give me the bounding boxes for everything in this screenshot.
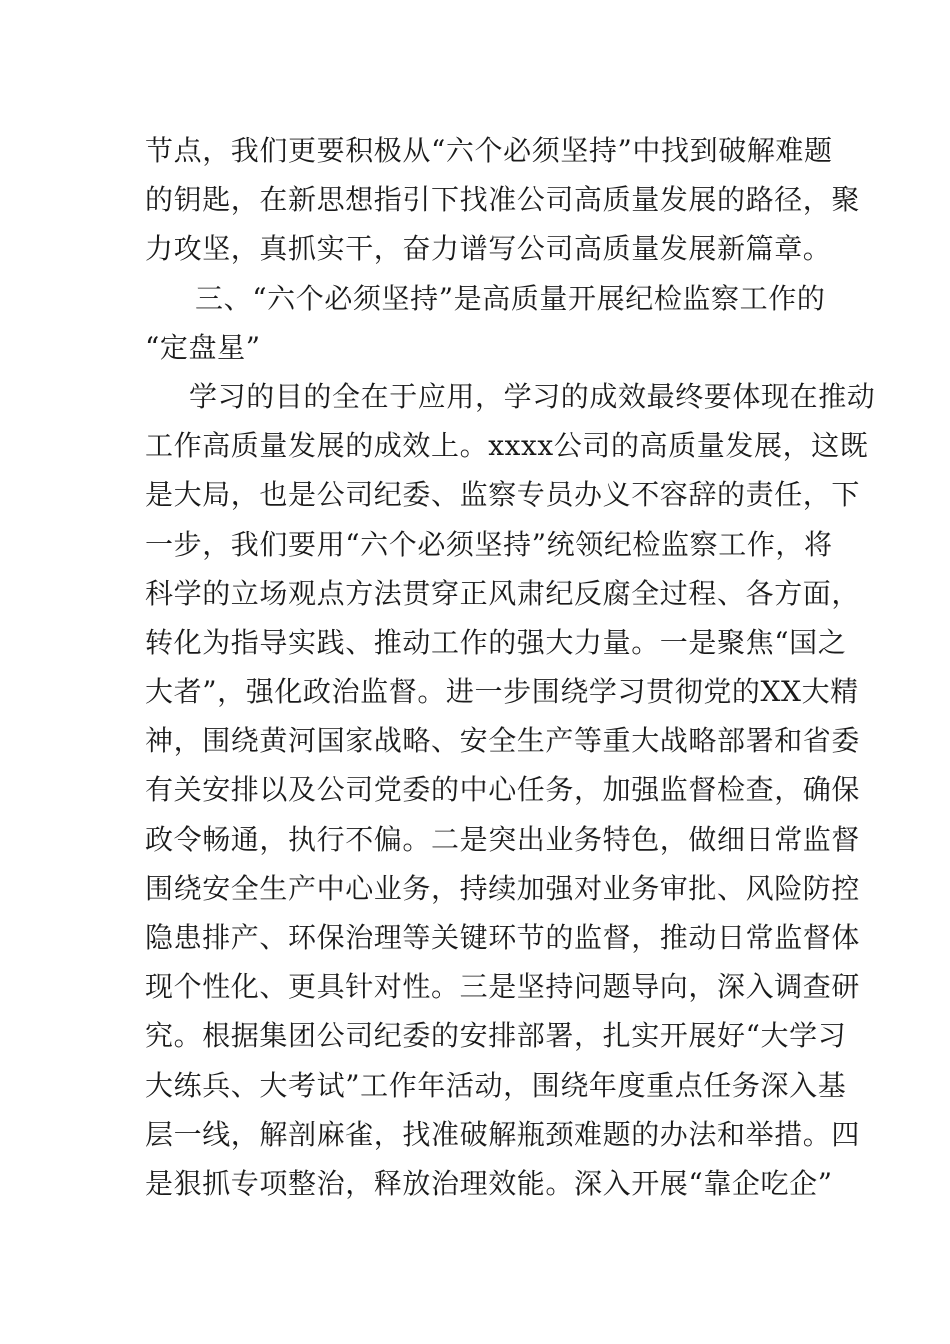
section-heading: 三、“六个必须坚持”是高质量开展纪检监察工作的 bbox=[195, 281, 826, 315]
text-line: 工作高质量发展的成效上。xxxx公司的高质量发展，这既 bbox=[145, 429, 869, 463]
paragraph-start-line: 学习的目的全在于应用，学习的成效最终要体现在推动 bbox=[189, 379, 876, 413]
text-line: 层一线，解剖麻雀，找准破解瓶颈难题的办法和举措。四 bbox=[145, 1117, 861, 1151]
text-line: 有关安排以及公司党委的中心任务，加强监督检查，确保 bbox=[145, 773, 861, 807]
text-line: 神，围绕黄河国家战略、安全生产等重大战略部署和省委 bbox=[145, 724, 861, 758]
text-line: 一步，我们要用“六个必须坚持”统领纪检监察工作，将 bbox=[145, 527, 833, 561]
text-line: 大练兵、大考试”工作年活动，围绕年度重点任务深入基 bbox=[145, 1068, 847, 1102]
text-line: 转化为指导实践、推动工作的强大力量。一是聚焦“国之 bbox=[145, 625, 847, 659]
body-text bbox=[145, 126, 876, 1208]
text-line: 节点，我们更要积极从“六个必须坚持”中找到破解难题 bbox=[145, 134, 833, 167]
text-line: 是大局，也是公司纪委、监察专员办义不容辞的责任，下 bbox=[145, 478, 861, 512]
text-line: 政令畅通，执行不偏。二是突出业务特色，做细日常监督 bbox=[145, 822, 861, 856]
section-heading-continued: “定盘星” bbox=[145, 330, 261, 364]
text-line: 力攻坚，真抓实干，奋力谱写公司高质量发展新篇章。 bbox=[145, 232, 832, 266]
text-line: 隐患排产、环保治理等关键环节的监督，推动日常监督体 bbox=[145, 921, 861, 954]
text-line: 围绕安全生产中心业务，持续加强对业务审批、风险防控 bbox=[145, 871, 861, 905]
text-line: 大者”，强化政治监督。进一步围绕学习贯彻党的XX大精 bbox=[145, 675, 859, 709]
text-line: 现个性化、更具针对性。三是坚持问题导向，深入调查研 bbox=[145, 970, 861, 1004]
text-line: 是狠抓专项整治，释放治理效能。深入开展“靠企吃企” bbox=[145, 1166, 833, 1200]
text-line: 科学的立场观点方法贯穿正风肃纪反腐全过程、各方面， bbox=[145, 576, 861, 610]
text-line: 的钥匙，在新思想指引下找准公司高质量发展的路径，聚 bbox=[145, 183, 861, 217]
text-line: 究。根据集团公司纪委的安排部署，扎实开展好“大学习 bbox=[145, 1019, 847, 1053]
